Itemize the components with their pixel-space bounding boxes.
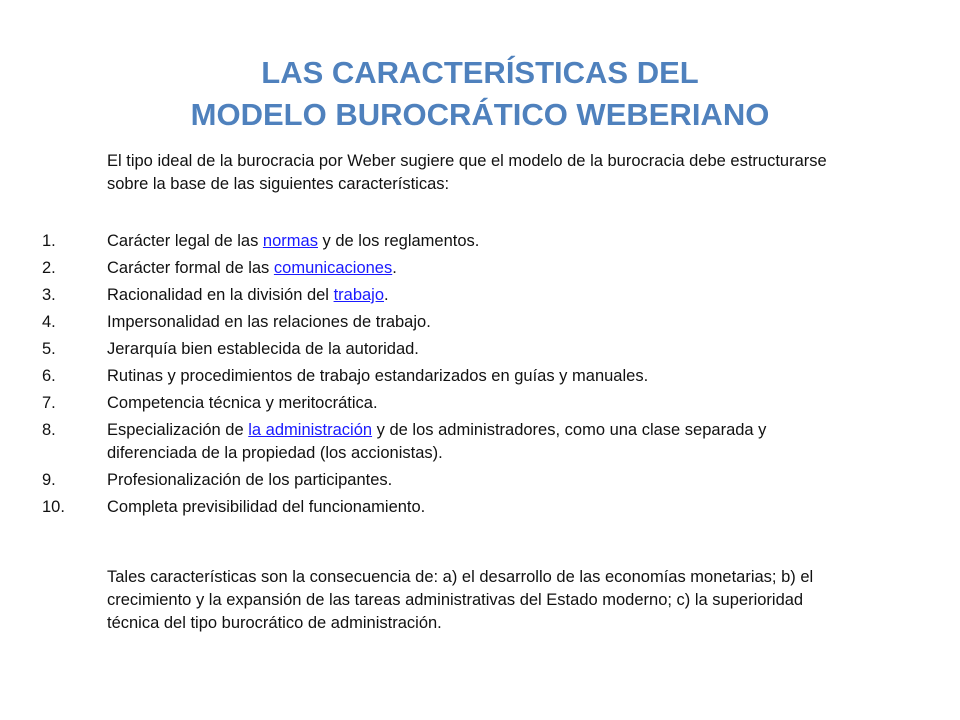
item-number: 3. <box>42 286 56 304</box>
item-text: Carácter legal de las <box>107 232 263 250</box>
item-text-end: . <box>384 286 389 304</box>
item-text: Carácter formal de las <box>107 259 274 277</box>
item-text: Profesionalización de los participantes. <box>107 471 393 489</box>
item-text-end: y de los reglamentos. <box>317 232 480 250</box>
intro-paragraph: El tipo ideal de la burocracia por Weber sugiere que el modelo de la burocracia debe estructurarse sobre la base de las siguientes características: <box>107 152 827 193</box>
title-line-1: LAS CARACTERÍSTICAS DEL <box>261 55 699 90</box>
list-item <box>42 419 842 465</box>
item-number: 10. <box>42 498 65 516</box>
item-text: Racionalidad en la división del <box>107 286 334 304</box>
slide-title <box>0 52 960 136</box>
characteristics-list <box>42 230 842 523</box>
list-item <box>42 365 842 388</box>
item-number: 8. <box>42 421 56 439</box>
list-item <box>42 469 842 492</box>
trabajo-link[interactable]: trabajo <box>333 286 385 304</box>
list-item <box>42 338 842 361</box>
list-item <box>42 496 842 519</box>
item-text: Competencia técnica y meritocrática. <box>107 394 378 412</box>
item-number: 4. <box>42 313 56 331</box>
item-number: 2. <box>42 259 56 277</box>
title-line-2: MODELO BUROCRÁTICO WEBERIANO <box>190 97 770 132</box>
list-item <box>42 230 842 253</box>
list-item <box>42 392 842 415</box>
item-number: 6. <box>42 367 56 385</box>
item-text: Completa previsibilidad del funcionamiento. <box>107 498 426 516</box>
item-text-end: y de los administradores, como una clase separada y diferenciada de la propiedad (los accionistas). <box>107 421 767 462</box>
comunicaciones-link[interactable]: comunicaciones <box>273 259 393 277</box>
item-number: 5. <box>42 340 56 358</box>
item-text: Rutinas y procedimientos de trabajo estandarizados en guías y manuales. <box>107 367 649 385</box>
item-text: Especialización de <box>107 421 249 439</box>
list-item <box>42 284 842 307</box>
item-text: Jerarquía bien establecida de la autoridad. <box>107 340 419 358</box>
item-number: 1. <box>42 232 56 250</box>
item-number: 7. <box>42 394 56 412</box>
list-item <box>42 311 842 334</box>
outro-paragraph: Tales características son la consecuencia de: a) el desarrollo de las economías monetarias; b) el crecimiento y la expansión de las tareas administrativas del Estado moderno; c) la superioridad técnica del tipo burocrático de administración. <box>107 568 814 632</box>
item-text-end: . <box>392 259 397 277</box>
item-number: 9. <box>42 471 56 489</box>
list-item <box>42 257 842 280</box>
administracion-link[interactable]: la administración <box>248 421 373 439</box>
item-text: Impersonalidad en las relaciones de trabajo. <box>107 313 431 331</box>
normas-link[interactable]: normas <box>262 232 318 250</box>
